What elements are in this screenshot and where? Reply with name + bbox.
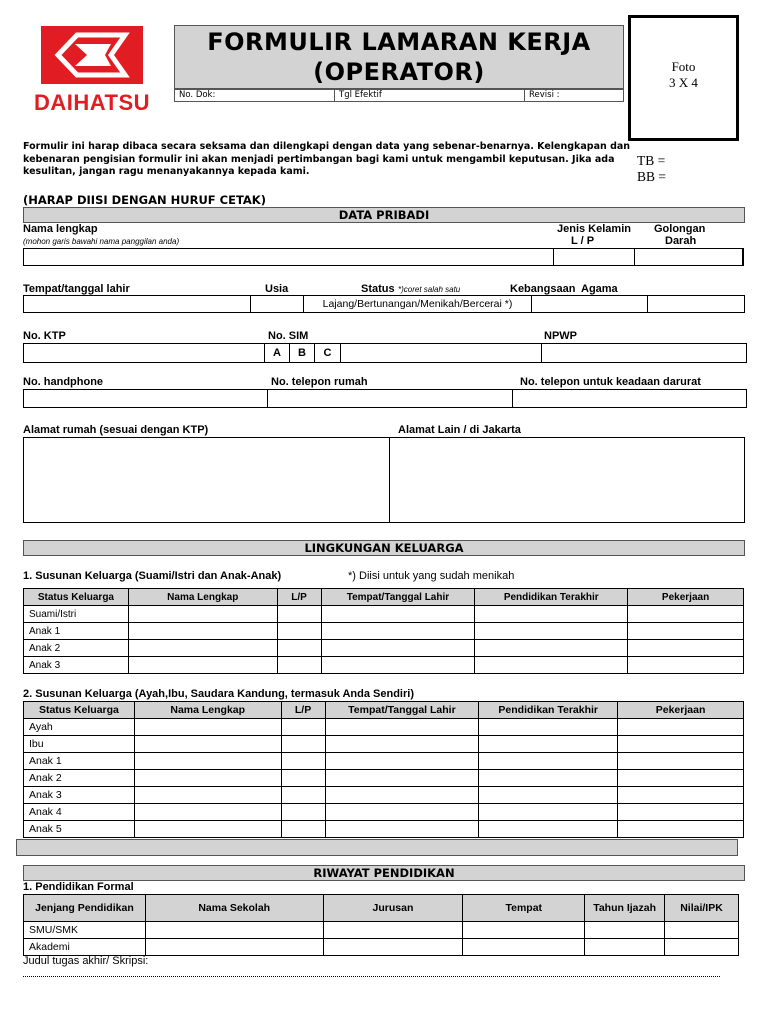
- tempat-row: [23, 295, 745, 313]
- kebangsaan-label: Kebangsaan: [510, 283, 576, 295]
- judul-label: Judul tugas akhir/ Skripsi:: [23, 955, 149, 967]
- cell[interactable]: [325, 753, 479, 770]
- agama-input[interactable]: [647, 295, 745, 313]
- col-status: Status Keluarga: [24, 589, 129, 606]
- alamat-lain-input[interactable]: [389, 437, 745, 523]
- col-pekerjaan: Pekerjaan: [628, 589, 744, 606]
- col-nama: Nama Lengkap: [128, 589, 277, 606]
- cell[interactable]: [628, 623, 744, 640]
- nama-label: Nama lengkap: [23, 223, 98, 235]
- telepon-darurat-label: No. telepon untuk keadaan darurat: [520, 376, 701, 388]
- cell[interactable]: [618, 804, 744, 821]
- cell[interactable]: [134, 821, 281, 838]
- col-pendidikan: Pendidikan Terakhir: [475, 589, 628, 606]
- cetak-note: (HARAP DIISI DENGAN HURUF CETAK): [23, 193, 266, 207]
- cell[interactable]: [475, 606, 628, 623]
- table-row: [24, 736, 744, 753]
- keluarga-table-2: [23, 701, 744, 838]
- cell[interactable]: [585, 939, 665, 956]
- pendidikan-table: [23, 894, 739, 956]
- cell[interactable]: [134, 787, 281, 804]
- cell[interactable]: [475, 657, 628, 674]
- cell[interactable]: [618, 736, 744, 753]
- tgl-efektif: Tgl Efektif: [335, 90, 525, 101]
- alamat-rumah-label: Alamat rumah (sesuai dengan KTP): [23, 424, 209, 436]
- revisi: Revisi :: [529, 90, 560, 100]
- cell[interactable]: [323, 939, 463, 956]
- cell[interactable]: [321, 623, 475, 640]
- table-row: [24, 922, 739, 939]
- kebangsaan-input[interactable]: [531, 295, 648, 313]
- status-hint: *)coret salah satu: [398, 285, 461, 294]
- cell[interactable]: [321, 640, 475, 657]
- usia-input[interactable]: [250, 295, 304, 313]
- alamat-lain-label: Alamat Lain / di Jakarta: [398, 424, 521, 436]
- usia-label: Usia: [265, 283, 289, 295]
- daihatsu-logo-icon: [41, 26, 143, 84]
- col-status: Status Keluarga: [24, 702, 135, 719]
- sim-a-box[interactable]: A: [264, 343, 290, 363]
- t1-title: 1. Susunan Keluarga (Suami/Istri dan Anak-Anak): [23, 570, 282, 582]
- cell[interactable]: [628, 657, 744, 674]
- cell[interactable]: [281, 753, 325, 770]
- telepon-row: [23, 389, 747, 408]
- cell[interactable]: [325, 736, 479, 753]
- jenis-kelamin-label: Jenis Kelamin: [557, 223, 631, 235]
- tempat-tgl-input[interactable]: [23, 295, 251, 313]
- title-line-2: (OPERATOR): [313, 58, 485, 86]
- npwp-label: NPWP: [544, 330, 577, 342]
- tb-label: TB =: [637, 153, 666, 168]
- section-data-pribadi: DATA PRIBADI: [23, 207, 745, 223]
- col-lp: L/P: [277, 589, 321, 606]
- cell[interactable]: [325, 719, 479, 736]
- table-row: [24, 939, 739, 956]
- formal-title: 1. Pendidikan Formal: [23, 881, 134, 893]
- telepon-darurat-input[interactable]: [512, 389, 747, 408]
- col-nilai: Nilai/IPK: [665, 895, 739, 922]
- nama-row: [23, 248, 743, 266]
- tb-bb: [637, 153, 666, 185]
- cell[interactable]: [323, 922, 463, 939]
- telepon-rumah-input[interactable]: [267, 389, 513, 408]
- t2-title: 2. Susunan Keluarga (Ayah,Ibu, Saudara Kandung, termasuk Anda Sendiri): [23, 688, 414, 700]
- no-dok: No. Dok:: [175, 90, 335, 101]
- cell[interactable]: [277, 606, 321, 623]
- col-tempat: Tempat: [463, 895, 585, 922]
- table-row: [24, 770, 744, 787]
- col-ttl: Tempat/Tanggal Lahir: [321, 589, 475, 606]
- title-line-1: FORMULIR LAMARAN KERJA: [207, 28, 591, 56]
- cell[interactable]: [281, 719, 325, 736]
- ktp-label: No. KTP: [23, 330, 66, 342]
- cell[interactable]: [628, 640, 744, 657]
- logo-text: DAIHATSU: [33, 90, 151, 115]
- cell[interactable]: [628, 606, 744, 623]
- golongan-label: Golongan: [654, 223, 706, 235]
- row-label: Akademi: [24, 939, 146, 956]
- cell[interactable]: [281, 770, 325, 787]
- cell[interactable]: [479, 719, 618, 736]
- cell[interactable]: [585, 922, 665, 939]
- cell[interactable]: [665, 939, 739, 956]
- table-row: [24, 606, 744, 623]
- cell[interactable]: [618, 753, 744, 770]
- col-jurusan: Jurusan: [323, 895, 463, 922]
- cell[interactable]: [463, 922, 585, 939]
- col-tahun-ijazah: Tahun Ijazah: [585, 895, 665, 922]
- cell[interactable]: [145, 939, 323, 956]
- photo-box[interactable]: [628, 15, 739, 141]
- col-pendidikan: Pendidikan Terakhir: [479, 702, 618, 719]
- cell[interactable]: [618, 821, 744, 838]
- cell[interactable]: [277, 640, 321, 657]
- cell[interactable]: [325, 787, 479, 804]
- status-input[interactable]: Lajang/Bertunangan/Menikah/Bercerai *): [303, 295, 532, 313]
- cell[interactable]: [277, 657, 321, 674]
- table-row: [24, 804, 744, 821]
- doc-info-row: [174, 89, 624, 102]
- nama-input[interactable]: [23, 248, 554, 266]
- cell[interactable]: [128, 657, 277, 674]
- cell[interactable]: [479, 787, 618, 804]
- row-label: Anak 1: [24, 623, 129, 640]
- intro-text: Formulir ini harap dibaca secara seksama dan dilengkapi dengan data yang sebenar-benarnya. Kelengkapan dan kebenaran pengisian formulir ini akan menjadi pertimbangan bagi kami untuk mengambil keputusan. Jika ada kesulitan, jangan ragu menanyakannya kepada kami.: [23, 141, 631, 177]
- handphone-input[interactable]: [23, 389, 268, 408]
- sim-b-box[interactable]: B: [289, 343, 315, 363]
- row-label: Suami/Istri: [24, 606, 129, 623]
- ktp-input[interactable]: [23, 343, 265, 363]
- cell[interactable]: [479, 770, 618, 787]
- cell[interactable]: [281, 736, 325, 753]
- npwp-input[interactable]: [541, 343, 747, 363]
- cell[interactable]: [665, 922, 739, 939]
- cell[interactable]: [128, 606, 277, 623]
- cell[interactable]: [618, 787, 744, 804]
- sim-label: No. SIM: [268, 330, 309, 342]
- row-label: Anak 2: [24, 640, 129, 657]
- cell[interactable]: [475, 623, 628, 640]
- cell[interactable]: [479, 753, 618, 770]
- cell[interactable]: [134, 719, 281, 736]
- cell[interactable]: [134, 804, 281, 821]
- cell[interactable]: [281, 821, 325, 838]
- photo-label: Foto: [671, 59, 696, 74]
- ktp-row: [23, 343, 747, 363]
- table-row: [24, 719, 744, 736]
- tempat-tgl-label: Tempat/tanggal lahir: [23, 283, 130, 295]
- row-label: Anak 2: [24, 770, 135, 787]
- cell[interactable]: [618, 770, 744, 787]
- row-label: Anak 1: [24, 753, 135, 770]
- bb-label: BB =: [637, 169, 666, 184]
- darah-label: Darah: [665, 235, 697, 247]
- cell[interactable]: [463, 939, 585, 956]
- agama-label: Agama: [581, 283, 618, 295]
- row-label: Ibu: [24, 736, 135, 753]
- sim-input[interactable]: [340, 343, 542, 363]
- table-row: [24, 821, 744, 838]
- col-jenjang: Jenjang Pendidikan: [24, 895, 146, 922]
- telepon-rumah-label: No. telepon rumah: [271, 376, 368, 388]
- keluarga-table-1: [23, 588, 744, 674]
- row-label: Anak 5: [24, 821, 135, 838]
- cell[interactable]: [128, 623, 277, 640]
- row-label: SMU/SMK: [24, 922, 146, 939]
- cell[interactable]: [479, 736, 618, 753]
- cell[interactable]: [134, 753, 281, 770]
- cell[interactable]: [325, 804, 479, 821]
- cell[interactable]: [128, 640, 277, 657]
- cell[interactable]: [134, 736, 281, 753]
- cell[interactable]: [321, 657, 475, 674]
- col-sekolah: Nama Sekolah: [145, 895, 323, 922]
- row-label: Anak 4: [24, 804, 135, 821]
- section-keluarga: LINGKUNGAN KELUARGA: [23, 540, 745, 556]
- cell[interactable]: [325, 770, 479, 787]
- table-row: [24, 657, 744, 674]
- col-nama: Nama Lengkap: [134, 702, 281, 719]
- section-pendidikan: RIWAYAT PENDIDIKAN: [23, 865, 745, 881]
- col-pekerjaan: Pekerjaan: [618, 702, 744, 719]
- row-label: Ayah: [24, 719, 135, 736]
- divider-bar: [16, 839, 738, 856]
- t1-note: *) Diisi untuk yang sudah menikah: [348, 570, 515, 582]
- table-row: [24, 753, 744, 770]
- col-lp: L/P: [281, 702, 325, 719]
- lp-label: L / P: [571, 235, 595, 247]
- row-label: Anak 3: [24, 657, 129, 674]
- photo-size: 3 X 4: [669, 75, 698, 90]
- table-row: [24, 623, 744, 640]
- judul-input-line[interactable]: [23, 976, 720, 977]
- nama-hint: (mohon garis bawahi nama panggilan anda): [23, 237, 180, 246]
- table-row: [24, 640, 744, 657]
- table-row: [24, 787, 744, 804]
- cell[interactable]: [277, 623, 321, 640]
- cell[interactable]: [479, 804, 618, 821]
- cell[interactable]: [618, 719, 744, 736]
- form-title: [174, 25, 624, 89]
- cell[interactable]: [325, 821, 479, 838]
- sim-c-box[interactable]: C: [314, 343, 341, 363]
- cell[interactable]: [281, 804, 325, 821]
- golongan-darah-input[interactable]: [634, 248, 744, 266]
- cell[interactable]: [145, 922, 323, 939]
- row-label: Anak 3: [24, 787, 135, 804]
- col-ttl: Tempat/Tanggal Lahir: [325, 702, 479, 719]
- jenis-kelamin-input[interactable]: [553, 248, 635, 266]
- cell[interactable]: [281, 787, 325, 804]
- cell[interactable]: [479, 821, 618, 838]
- cell[interactable]: [475, 640, 628, 657]
- handphone-label: No. handphone: [23, 376, 104, 388]
- cell[interactable]: [134, 770, 281, 787]
- cell[interactable]: [321, 606, 475, 623]
- status-label: Status: [361, 283, 395, 295]
- alamat-rumah-input[interactable]: [23, 437, 390, 523]
